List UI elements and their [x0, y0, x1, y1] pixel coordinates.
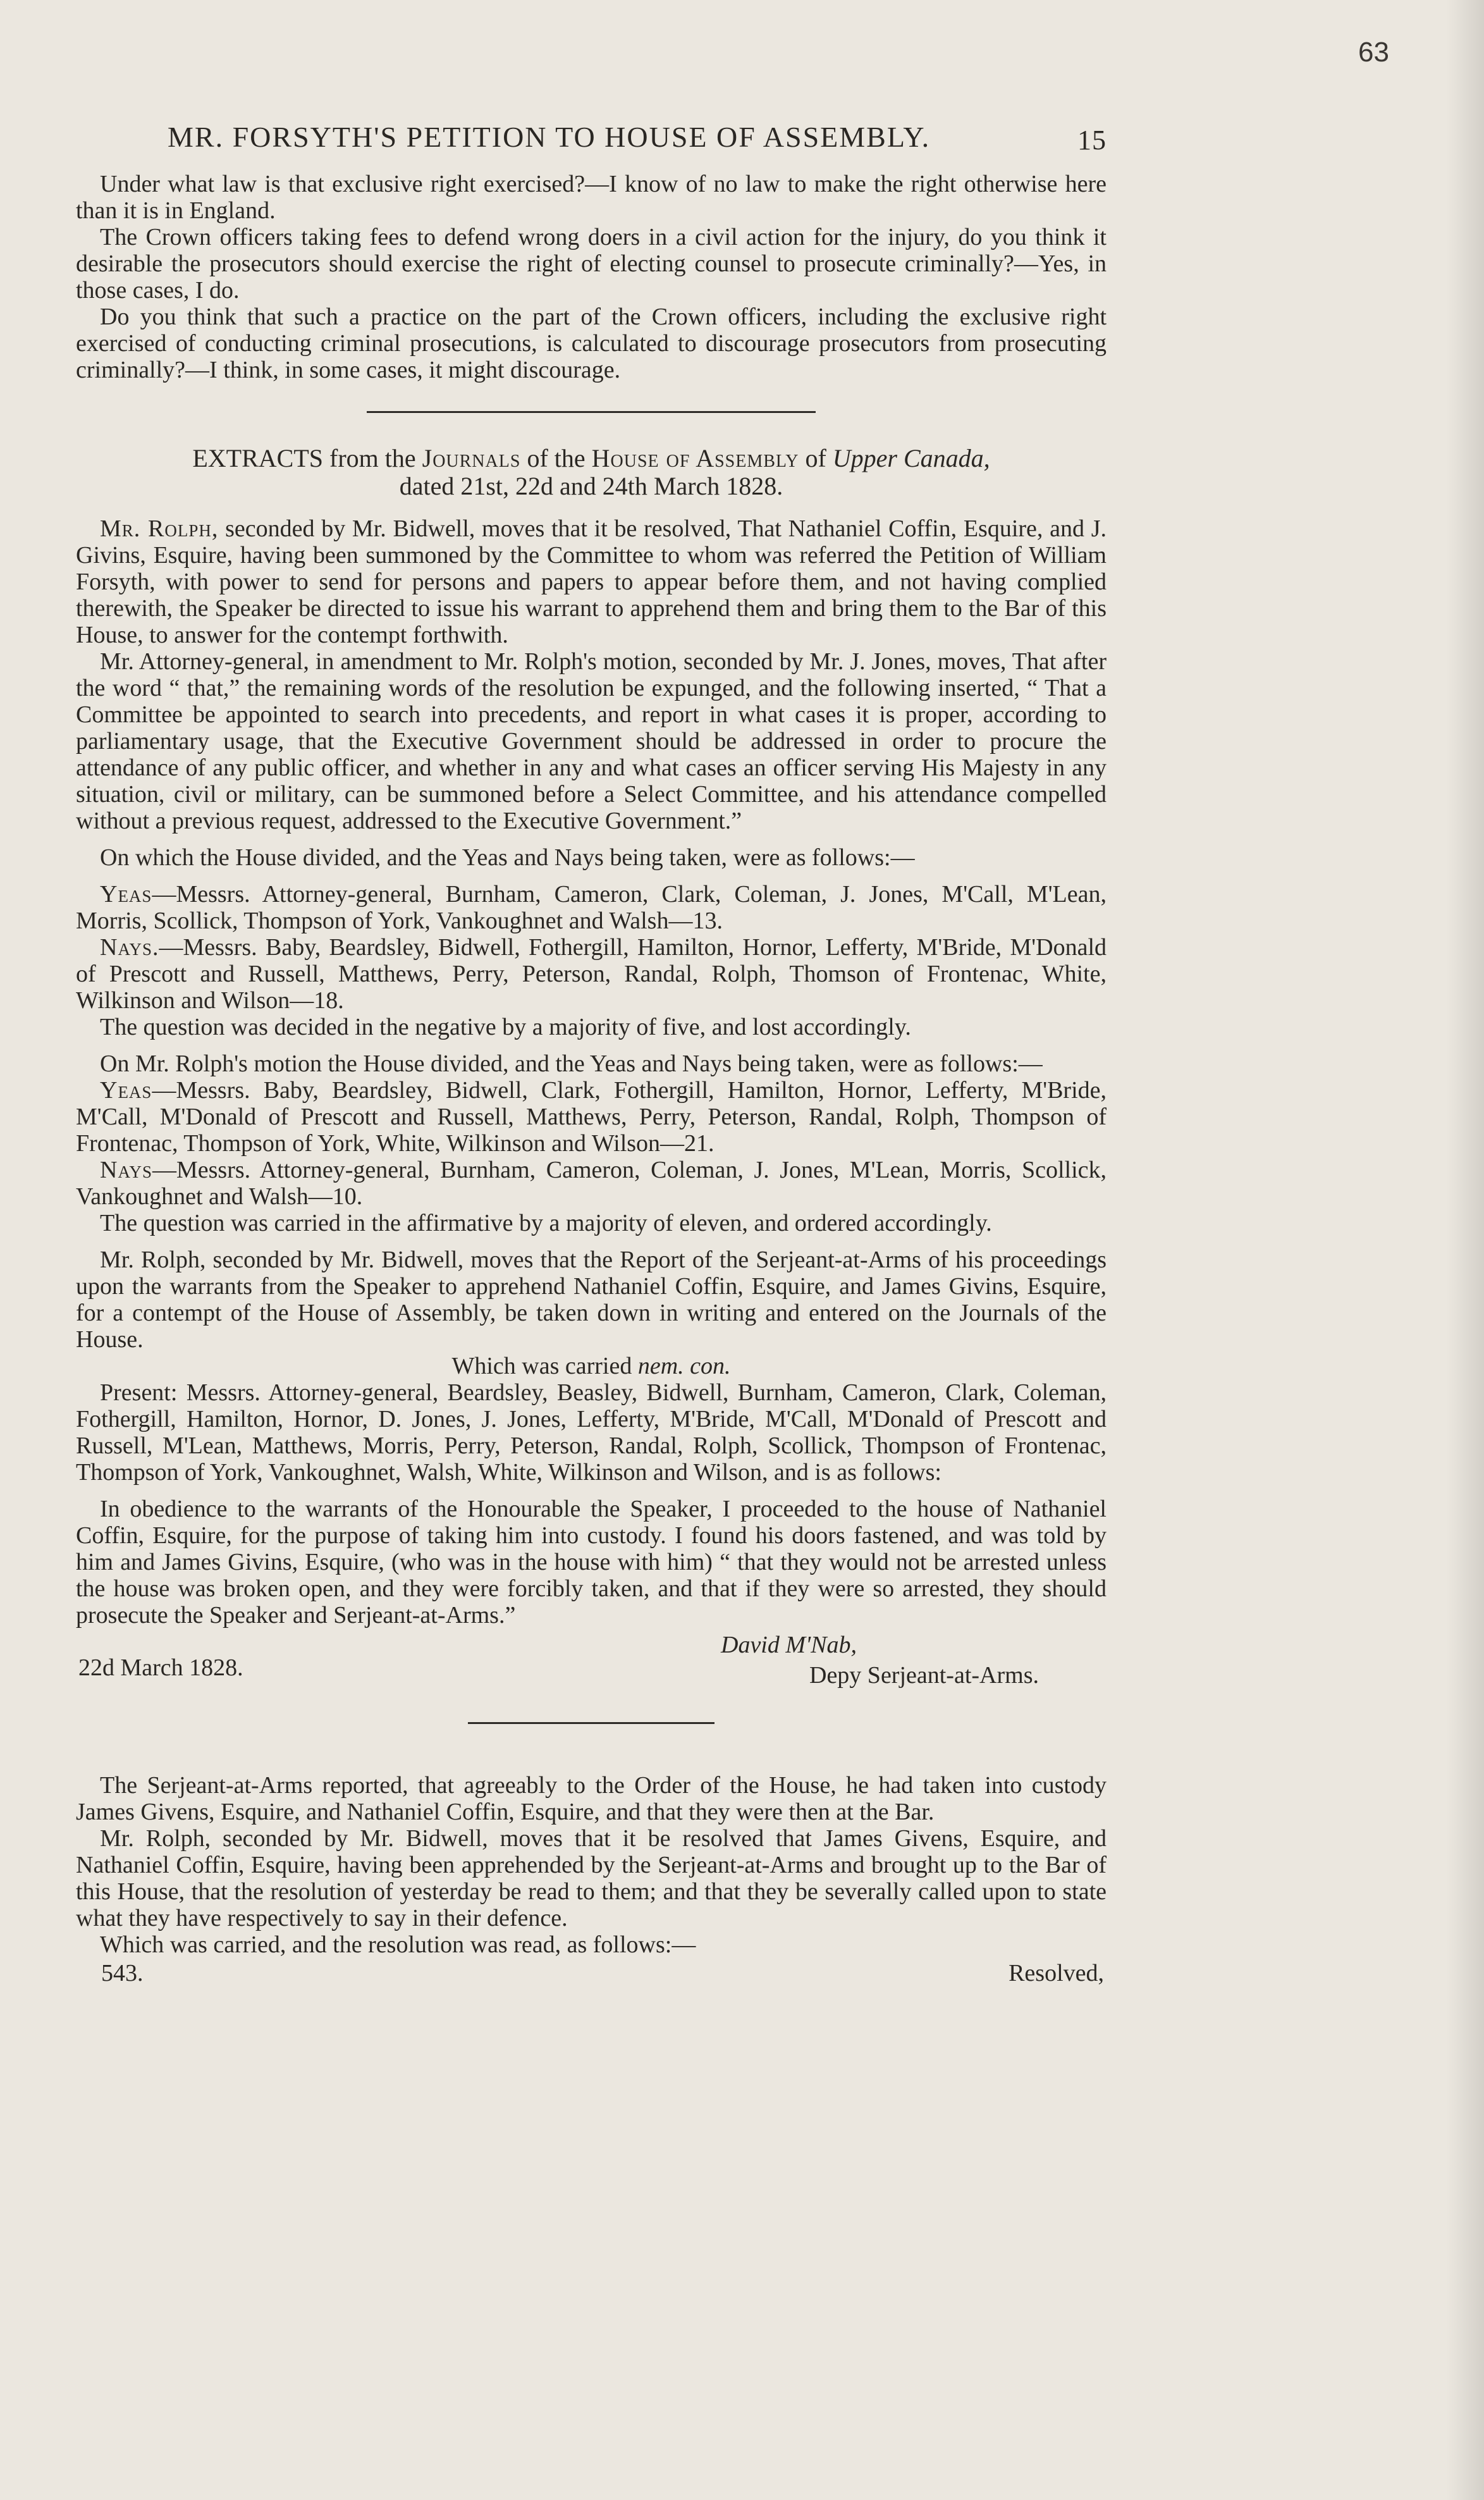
yeas-label: Yeas	[100, 1077, 152, 1104]
carried-latin: nem. con.	[637, 1353, 731, 1379]
signature-mark: 543.	[101, 1960, 144, 1986]
page-number: 15	[1077, 125, 1107, 156]
heading-word: of the	[527, 444, 586, 472]
closing-paragraph: Mr. Rolph, seconded by Mr. Bidwell, moves that it be resolved that James Givens, Esquire, and Nathaniel Coffin, Esquire, having been apprehended by the Serjeant-at-Arms and brought up to the Bar of this House, that the resolution of yesterday be read to them; and that they be severally called upon to state what they have respectively to say in their defence.	[76, 1825, 1107, 1931]
result-paragraph: The question was carried in the affirmative by a majority of eleven, and ordered accordingly.	[100, 1210, 992, 1236]
extracts-heading	[76, 445, 1107, 500]
closing-paragraph: The Serjeant-at-Arms reported, that agreeably to the Order of the House, he had taken into custody James Givens, Esquire, and Nathaniel Coffin, Esquire, and that they were then at the Bar.	[76, 1772, 1107, 1825]
section-divider	[367, 411, 816, 413]
nays-label: Nays.	[100, 934, 159, 961]
division-paragraph: On Mr. Rolph's motion the House divided, and the Yeas and Nays being taken, were as follows:—	[100, 1050, 1043, 1077]
paragraph-text: seconded by Mr. Bidwell, moves that it be resolved, That Nathaniel Coffin, Esquire, and J. Givins, Esquire, having been summoned by the Committee to whom was referred the Petition of William Forsyth, with power to send for persons and papers to appear before them, and not having complied therewith, the Speaker be directed to issue his warrant to apprehend them and bring them to the Bar of this House, to answer for the contempt forthwith.	[76, 515, 1107, 648]
running-head-title: MR. FORSYTH'S PETITION TO HOUSE OF ASSEMBLY.	[168, 121, 931, 153]
page-edge-shadow	[1446, 0, 1484, 2500]
report-paragraph: In obedience to the warrants of the Honourable the Speaker, I proceeded to the house of Nathaniel Coffin, Esquire, for the purpose of taking him into custody. I found his doors fastened, and was told by him and James Givins, Esquire, (who was in the house with him) “ that they would not be arrested unless the house was broken open, and they were forcibly taken, and that if they were so arrested, they should prosecute the Speaker and Serjeant-at-Arms.”	[76, 1496, 1107, 1629]
result-paragraph: The question was decided in the negative by a majority of five, and lost accordingly.	[100, 1014, 911, 1040]
division-paragraph: On which the House divided, and the Yeas and Nays being taken, were as follows:—	[100, 844, 915, 871]
paragraph-text: —Messrs. Attorney-general, Burnham, Cameron, Clark, Coleman, J. Jones, M'Call, M'Lean, Morris, Scollick, Thompson of York, Vankoughnet and Walsh—13.	[76, 881, 1107, 934]
carried-line	[76, 1353, 1107, 1379]
paragraph-text: —Messrs. Baby, Beardsley, Bidwell, Fothergill, Hamilton, Hornor, Lefferty, M'Bride, M'Donald of Prescott and Russell, Matthews, Perry, Peterson, Randal, Rolph, Thomson of Frontenac, White, Wilkinson and Wilson—18.	[76, 934, 1107, 1014]
document-page	[76, 120, 1107, 1991]
section-divider	[468, 1722, 714, 1724]
yeas-paragraph	[76, 881, 1107, 934]
signature-block	[76, 1631, 1107, 1706]
catchword: Resolved,	[1009, 1960, 1104, 1986]
paragraph-lead: Mr. Rolph,	[100, 515, 219, 542]
nays-paragraph	[76, 934, 1107, 1014]
evidence-section	[76, 171, 1107, 383]
evidence-paragraph: Do you think that such a practice on the part of the Crown officers, including the exclusive right exercised of conducting criminal prosecutions, is calculated to discourage prosecutors from prosecuting criminally?—I think, in some cases, it might discourage.	[76, 304, 1107, 383]
yeas-paragraph	[76, 1077, 1107, 1157]
signature-date: 22d March 1828.	[78, 1654, 243, 1681]
folio-number: 63	[1358, 37, 1389, 68]
heading-house: House of Assembly	[591, 444, 799, 472]
page-footer	[76, 1959, 1107, 1991]
heading-word: EXTRACTS from the	[192, 444, 416, 472]
running-head	[76, 120, 1107, 171]
heading-dated: dated 21st, 22d and 24th March 1828.	[399, 472, 783, 500]
signature-name: David M'Nab,	[721, 1632, 857, 1658]
closing-paragraph: Which was carried, and the resolution was read, as follows:—	[100, 1931, 696, 1958]
yeas-label: Yeas	[100, 881, 152, 908]
evidence-paragraph: The Crown officers taking fees to defend wrong doers in a civil action for the injury, do you think it desirable the prosecutors should exercise the right of electing counsel to prosecute criminally?—Yes, in those cases, I do.	[76, 224, 1107, 304]
paragraph-text: —Messrs. Attorney-general, Burnham, Cameron, Coleman, J. Jones, M'Lean, Morris, Scollick, Vankoughnet and Walsh—10.	[76, 1157, 1107, 1210]
nays-label: Nays	[100, 1157, 152, 1183]
present-paragraph: Present: Messrs. Attorney-general, Beardsley, Beasley, Bidwell, Burnham, Cameron, Clark, Coleman, Fothergill, Hamilton, Hornor, D. Jones, J. Jones, Lefferty, M'Bride, M'Call, M'Donald of Prescott and Russell, M'Lean, Matthews, Morris, Perry, Peterson, Randal, Rolph, Scollick, Thompson of Frontenac, Thompson of York, Vankoughnet, Walsh, White, Wilkinson and Wilson, and is as follows:	[76, 1379, 1107, 1486]
paragraph-text: —Messrs. Baby, Beardsley, Bidwell, Clark, Fothergill, Hamilton, Hornor, Lefferty, M'Bride, M'Call, M'Donald of Prescott and Russell, Matthews, Perry, Peterson, Randal, Rolph, Thompson of Frontenac, Thompson of York, White, Wilkinson and Wilson—21.	[76, 1077, 1107, 1157]
amendment-paragraph: Mr. Attorney-general, in amendment to Mr. Rolph's motion, seconded by Mr. J. Jones, moves, That after the word “ that,” the remaining words of the resolution be expunged, and the following inserted, “ That a Committee be appointed to search into precedents, and report in what cases it is proper, according to parliamentary usage, that the Executive Government should be addressed in order to procure the attendance of any public officer, and whether in any and what cases an officer serving His Majesty in any situation, civil or military, can be summoned before a Select Committee, and his attendance compelled without a previous request, addressed to the Executive Government.”	[76, 648, 1107, 834]
evidence-paragraph: Under what law is that exclusive right exercised?—I know of no law to make the right otherwise here than it is in England.	[76, 171, 1107, 224]
signature-office: Depy Serjeant-at-Arms.	[809, 1662, 1039, 1689]
heading-place: Upper Canada,	[832, 444, 990, 472]
motion-paragraph: Mr. Rolph, seconded by Mr. Bidwell, moves that the Report of the Serjeant-at-Arms of his proceedings upon the warrants from the Speaker to apprehend Nathaniel Coffin, Esquire, and James Givins, Esquire, for a contempt of the House of Assembly, be taken down in writing and entered on the Journals of the House.	[76, 1247, 1107, 1353]
carried-text: Which was carried	[451, 1353, 638, 1379]
heading-word: of	[805, 444, 826, 472]
heading-journals: Journals	[422, 444, 521, 472]
nays-paragraph	[76, 1157, 1107, 1210]
motion-paragraph	[76, 515, 1107, 648]
